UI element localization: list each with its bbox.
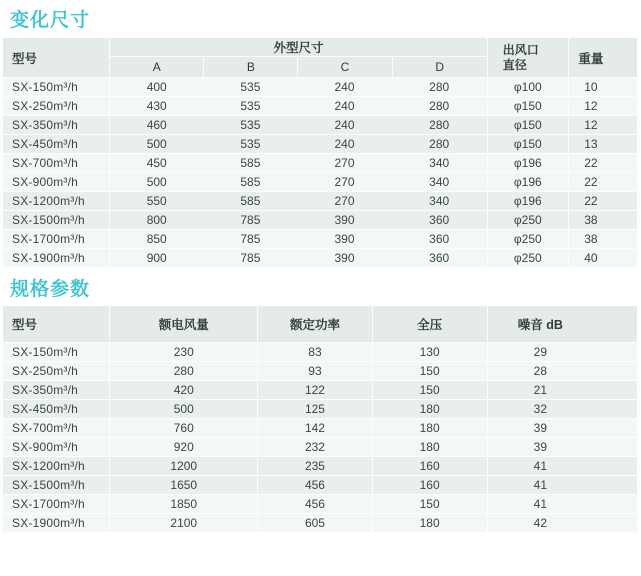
value-cell: 1650 <box>109 475 257 494</box>
col-header-outer-dimensions: 外型尺寸 <box>109 38 487 57</box>
col-header-outlet-diameter: 出风口 直径 <box>487 38 568 77</box>
col-header-b: B <box>203 57 297 77</box>
col-header-rated-power: 额定功率 <box>257 306 371 342</box>
value-cell: φ196 <box>487 191 568 210</box>
value-cell: 785 <box>203 248 297 267</box>
value-cell: 280 <box>392 96 487 115</box>
value-cell: 160 <box>372 475 487 494</box>
value-cell: 22 <box>568 191 637 210</box>
value-cell: 1850 <box>109 494 257 513</box>
table-row <box>3 418 637 437</box>
value-cell: 430 <box>109 96 203 115</box>
dimensions-table-header <box>3 38 637 77</box>
value-cell: 280 <box>392 115 487 134</box>
value-cell: 240 <box>297 96 391 115</box>
value-cell: 390 <box>297 229 391 248</box>
value-cell: 230 <box>109 342 257 361</box>
model-cell: SX-900m³/h <box>3 437 109 456</box>
model-cell: SX-250m³/h <box>3 96 109 115</box>
model-cell: SX-450m³/h <box>3 399 109 418</box>
value-cell: 760 <box>109 418 257 437</box>
value-cell: 390 <box>297 210 391 229</box>
model-cell: SX-1500m³/h <box>3 210 109 229</box>
value-cell: 390 <box>297 248 391 267</box>
value-cell: 270 <box>297 153 391 172</box>
model-cell: SX-150m³/h <box>3 77 109 96</box>
value-cell: 585 <box>203 172 297 191</box>
value-cell: 450 <box>109 153 203 172</box>
spec-sheet <box>0 10 641 532</box>
value-cell: 785 <box>203 229 297 248</box>
value-cell: 420 <box>109 380 257 399</box>
value-cell: 340 <box>392 172 487 191</box>
value-cell: 180 <box>372 437 487 456</box>
value-cell: φ250 <box>487 210 568 229</box>
value-cell: 280 <box>109 361 257 380</box>
table-row <box>3 229 637 248</box>
value-cell: 456 <box>257 494 371 513</box>
value-cell: 180 <box>372 418 487 437</box>
value-cell: 360 <box>392 229 487 248</box>
specs-table <box>3 306 637 532</box>
value-cell: 41 <box>487 456 637 475</box>
model-cell: SX-250m³/h <box>3 361 109 380</box>
value-cell: 270 <box>297 172 391 191</box>
value-cell: 150 <box>372 380 487 399</box>
value-cell: 270 <box>297 191 391 210</box>
value-cell: 125 <box>257 399 371 418</box>
value-cell: 12 <box>568 115 637 134</box>
value-cell: 83 <box>257 342 371 361</box>
value-cell: 785 <box>203 210 297 229</box>
value-cell: φ250 <box>487 229 568 248</box>
value-cell: 38 <box>568 210 637 229</box>
table-row <box>3 380 637 399</box>
value-cell: 21 <box>487 380 637 399</box>
col-header-d: D <box>392 57 487 77</box>
value-cell: 22 <box>568 153 637 172</box>
model-cell: SX-1900m³/h <box>3 248 109 267</box>
value-cell: 400 <box>109 77 203 96</box>
col-header-weight: 重量 <box>568 38 637 77</box>
value-cell: 360 <box>392 210 487 229</box>
value-cell: 142 <box>257 418 371 437</box>
value-cell: 500 <box>109 399 257 418</box>
value-cell: 500 <box>109 172 203 191</box>
model-cell: SX-150m³/h <box>3 342 109 361</box>
value-cell: 920 <box>109 437 257 456</box>
table-row <box>3 513 637 532</box>
col-header-total-pressure: 全压 <box>372 306 487 342</box>
value-cell: 850 <box>109 229 203 248</box>
value-cell: 232 <box>257 437 371 456</box>
value-cell: 280 <box>392 134 487 153</box>
model-cell: SX-350m³/h <box>3 380 109 399</box>
value-cell: 280 <box>392 77 487 96</box>
col-header-model: 型号 <box>3 306 109 342</box>
specs-table-header <box>3 306 637 342</box>
table-row <box>3 191 637 210</box>
table-row <box>3 115 637 134</box>
value-cell: 93 <box>257 361 371 380</box>
model-cell: SX-1200m³/h <box>3 191 109 210</box>
value-cell: 535 <box>203 134 297 153</box>
value-cell: 39 <box>487 437 637 456</box>
value-cell: 456 <box>257 475 371 494</box>
value-cell: 360 <box>392 248 487 267</box>
value-cell: 500 <box>109 134 203 153</box>
value-cell: 180 <box>372 399 487 418</box>
value-cell: 240 <box>297 77 391 96</box>
col-header-rated-airflow: 额电风量 <box>109 306 257 342</box>
specs-table-body <box>3 342 637 532</box>
table-row <box>3 172 637 191</box>
value-cell: 160 <box>372 456 487 475</box>
table-row <box>3 399 637 418</box>
table-row <box>3 494 637 513</box>
value-cell: 800 <box>109 210 203 229</box>
table-row <box>3 210 637 229</box>
value-cell: 550 <box>109 191 203 210</box>
value-cell: 150 <box>372 361 487 380</box>
value-cell: 39 <box>487 418 637 437</box>
value-cell: 40 <box>568 248 637 267</box>
value-cell: 41 <box>487 494 637 513</box>
value-cell: 1200 <box>109 456 257 475</box>
value-cell: 180 <box>372 513 487 532</box>
value-cell: φ196 <box>487 153 568 172</box>
value-cell: φ150 <box>487 134 568 153</box>
value-cell: 460 <box>109 115 203 134</box>
section-title-specs: 规格参数 <box>10 279 91 300</box>
value-cell: 340 <box>392 153 487 172</box>
value-cell: 535 <box>203 96 297 115</box>
value-cell: 29 <box>487 342 637 361</box>
value-cell: 535 <box>203 115 297 134</box>
value-cell: 22 <box>568 172 637 191</box>
value-cell: 32 <box>487 399 637 418</box>
dimensions-table <box>3 38 637 267</box>
value-cell: 535 <box>203 77 297 96</box>
value-cell: 235 <box>257 456 371 475</box>
value-cell: φ250 <box>487 248 568 267</box>
table-row <box>3 437 637 456</box>
value-cell: 38 <box>568 229 637 248</box>
table-row <box>3 456 637 475</box>
value-cell: 10 <box>568 77 637 96</box>
table-row <box>3 77 637 96</box>
model-cell: SX-1700m³/h <box>3 494 109 513</box>
col-header-model: 型号 <box>3 38 109 77</box>
col-header-c: C <box>297 57 391 77</box>
col-header-a: A <box>109 57 203 77</box>
dimensions-table-body <box>3 77 637 267</box>
value-cell: 585 <box>203 191 297 210</box>
col-header-noise: 噪音 dB <box>487 306 637 342</box>
value-cell: 900 <box>109 248 203 267</box>
table-row <box>3 248 637 267</box>
value-cell: φ196 <box>487 172 568 191</box>
model-cell: SX-1200m³/h <box>3 456 109 475</box>
table-row <box>3 361 637 380</box>
table-row <box>3 96 637 115</box>
model-cell: SX-1900m³/h <box>3 513 109 532</box>
value-cell: 605 <box>257 513 371 532</box>
value-cell: 28 <box>487 361 637 380</box>
table-row <box>3 134 637 153</box>
model-cell: SX-350m³/h <box>3 115 109 134</box>
value-cell: 240 <box>297 115 391 134</box>
value-cell: 122 <box>257 380 371 399</box>
value-cell: 340 <box>392 191 487 210</box>
value-cell: φ100 <box>487 77 568 96</box>
model-cell: SX-700m³/h <box>3 418 109 437</box>
value-cell: 12 <box>568 96 637 115</box>
value-cell: 2100 <box>109 513 257 532</box>
value-cell: 130 <box>372 342 487 361</box>
model-cell: SX-450m³/h <box>3 134 109 153</box>
model-cell: SX-900m³/h <box>3 172 109 191</box>
section-title-dimensions: 变化尺寸 <box>10 10 91 31</box>
model-cell: SX-700m³/h <box>3 153 109 172</box>
value-cell: φ150 <box>487 115 568 134</box>
value-cell: 13 <box>568 134 637 153</box>
table-row <box>3 475 637 494</box>
model-cell: SX-1500m³/h <box>3 475 109 494</box>
table-row <box>3 342 637 361</box>
value-cell: 585 <box>203 153 297 172</box>
model-cell: SX-1700m³/h <box>3 229 109 248</box>
table-row <box>3 153 637 172</box>
value-cell: 150 <box>372 494 487 513</box>
value-cell: 42 <box>487 513 637 532</box>
value-cell: 240 <box>297 134 391 153</box>
value-cell: 41 <box>487 475 637 494</box>
value-cell: φ150 <box>487 96 568 115</box>
